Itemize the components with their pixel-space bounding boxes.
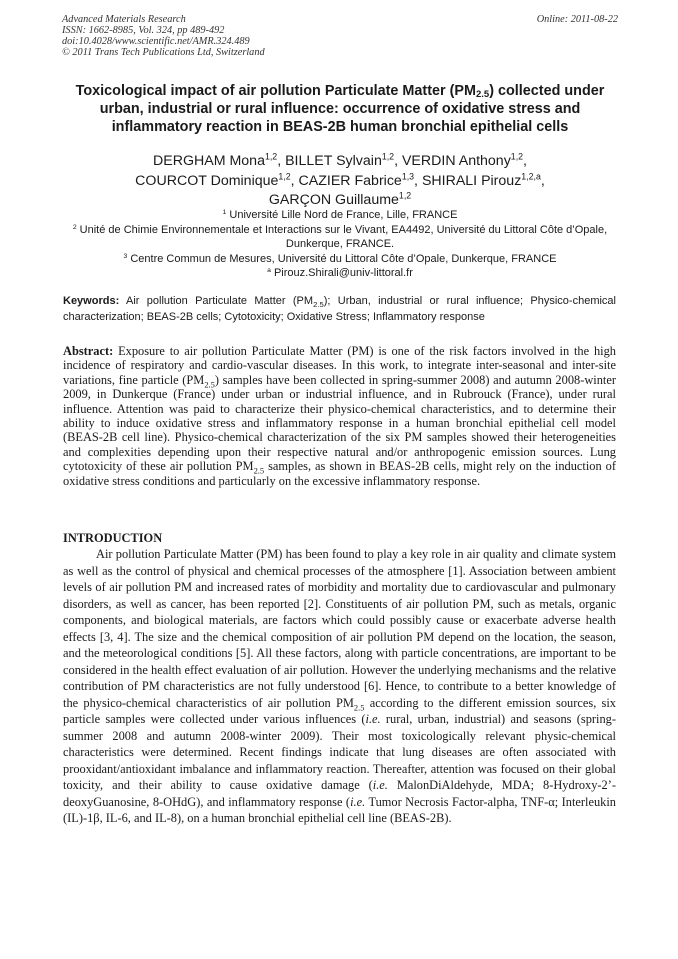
abstract-part-1: Exposure to air pollution Particulate Matter (PM) is one of the risk factors involved in the high incidence of respiratory and cardio-vascular diseases. In this work, to integrate inter-seasonal and inter-site variations, fine particle (PM <box>63 344 616 387</box>
affiliation-mark: 2 <box>72 223 77 231</box>
journal-header <box>62 14 618 58</box>
intro-part-1: Air pollution Particulate Matter (PM) has been found to play a key role in air quality and climate system as well as the control of physical and chemical processes of the atmosphere [1]. Association between ambient levels of air pollution PM and increased rates of morbidity and mortality due to cardiovascular and pulmonary disorders, as well as cancer, has been reported [2]. Constituents of air pollution PM, such as metals, organic components, and biological materials, are factors which could possibly cause or exacerbate adverse health effects [3, 4]. The size and the chemical composition of air pollution PM depend on the location, the season, and the meteorological conditions [5]. All these factors, along with particle concentrations, are important to be considered in the health effect evaluation of air pollution. However the underlying mechanisms and the relative contribution of PM characteristics are not fully understood [6]. Hence, to contribute to a better knowledge of the physico-chemical characteristics of air pollution PM <box>63 547 616 710</box>
journal-name: Advanced Materials Research <box>62 14 186 25</box>
author-name: COURCOT Dominique <box>135 172 279 189</box>
author-name: DERGHAM Mona <box>153 153 265 169</box>
affiliation-mark: 3 <box>123 252 128 260</box>
title-part-1: Toxicological impact of air pollution Particulate Matter (PM <box>75 83 476 99</box>
journal-doi: doi:10.4028/www.scientific.net/AMR.324.489 <box>62 36 250 47</box>
affiliation-list <box>60 208 620 281</box>
intro-part-2: according to the different emission sources, six particle samples were collected under various influences ( <box>63 695 617 726</box>
author-separator: , <box>523 153 527 169</box>
keywords-part-1: Air pollution Particulate Matter (PM <box>119 295 314 307</box>
author-affiliation-mark: 1,2,a <box>521 171 541 182</box>
author-affiliation-mark: 1,2 <box>510 151 524 162</box>
intro-part-5: Tumor Necrosis Factor-alpha, TNF-α; Interleukin (IL)-1β, IL-6, and IL-8), on a human bronchial epithelial cell line (BEAS-2B). <box>63 794 616 825</box>
intro-ie-3: i.e. <box>350 794 366 809</box>
author-name: GARÇON Guillaume <box>268 192 399 208</box>
abstract-part-2: ) samples have been collected in spring-summer 2008) and autumn 2008-winter 2009, in Dunkerque (France) under urban or industrial influence, and in Rubrouck (France), under rural influence. Attention was paid to characterize their physico-chemical characteristics, and to determine their ability to induce oxidative stress and inflammatory response in a human bronchial epithelial cell model (BEAS-2B cell line). Physico-chemical characterization of the six PM samples showed their heterogeneities and complexities depending upon their respective natural and/or anthropogenic emission sources. Lung cytotoxicity of these air pollution PM <box>63 372 616 474</box>
affiliation-line <box>60 223 620 252</box>
intro-subscript: 2.5 <box>353 701 365 712</box>
keywords <box>63 294 616 325</box>
paper-title <box>60 82 620 136</box>
online-date: Online: 2011-08-22 <box>536 14 618 25</box>
abstract-subscript-1: 2.5 <box>204 379 215 390</box>
affiliation-mark: a <box>267 266 271 274</box>
author-affiliation-mark: 1,2 <box>278 171 291 182</box>
introduction-heading: INTRODUCTION <box>63 531 163 545</box>
title-subscript: 2.5 <box>475 89 490 101</box>
affiliation-line <box>60 208 620 223</box>
author-separator: , <box>290 172 299 189</box>
affiliation-text: Pirouz.Shirali@univ-littoral.fr <box>270 267 413 279</box>
intro-part-4: MalonDiAldehyde, MDA; 8-Hydroxy-2’-deoxyGuanosine, 8-OHdG), and inflammatory response ( <box>63 778 616 809</box>
introduction-paragraph <box>63 546 616 827</box>
author-name: BILLET Sylvain <box>285 153 382 169</box>
author-name: SHIRALI Pirouz <box>421 172 522 189</box>
author-separator: , <box>414 172 422 189</box>
affiliation-line <box>60 266 620 281</box>
intro-ie-2: i.e. <box>372 778 388 792</box>
author-affiliation-mark: 1,3 <box>401 171 415 182</box>
author-affiliation-mark: 1,2 <box>398 190 412 201</box>
keywords-part-2: ); Urban, industrial or rural influence; Physico-chemical characterization; BEAS-2B cells; Cytotoxicity; Oxidative Stress; Inflammatory response <box>63 295 616 323</box>
author-name: CAZIER Fabrice <box>298 172 402 189</box>
journal-issn: ISSN: 1662-8985, Vol. 324, pp 489-492 <box>62 25 225 36</box>
intro-ie-1: i.e. <box>365 712 381 726</box>
author-separator: , <box>540 172 545 189</box>
title-part-2: ) collected under urban, industrial or rural influence: occurrence of oxidative stress and inflammatory reaction in BEAS-2B human bronchial epithelial cells <box>99 83 605 135</box>
author-name: VERDIN Anthony <box>401 153 511 169</box>
abstract-label: Abstract: <box>63 344 114 358</box>
abstract <box>63 344 616 488</box>
author-separator: , <box>394 153 402 169</box>
keywords-subscript: 2.5 <box>313 300 324 310</box>
affiliation-text: Centre Commun de Mesures, Université du Littoral Côte d’Opale, Dunkerque, FRANCE <box>127 252 557 265</box>
affiliation-text: Université Lille Nord de France, Lille, FRANCE <box>226 209 458 221</box>
author-separator: , <box>277 153 286 169</box>
journal-copyright: © 2011 Trans Tech Publications Ltd, Switzerland <box>62 47 265 58</box>
abstract-subscript-2: 2.5 <box>253 465 265 476</box>
keywords-label: Keywords: <box>63 295 120 307</box>
author-list <box>60 152 620 211</box>
author-affiliation-mark: 1,2 <box>381 151 395 162</box>
affiliation-text: Unité de Chimie Environnementale et Interactions sur le Vivant, EA4492, Université du Littoral Côte d’Opale, Dunkerque, FRANCE. <box>76 223 608 250</box>
author-affiliation-mark: 1,2 <box>264 151 278 162</box>
intro-part-3: rural, urban, industrial) and seasons (spring-summer 2008 and autumn 2008-winter 2009). Their most toxicologically relevant physic-chemical characteristics were determined. Recent findings indicate that lung diseases are often associated with prooxidant/antioxidant imbalance and inflammatory reaction. Thereafter, attention was focused on their global toxicity, and their ability to cause oxidative damage ( <box>63 712 616 792</box>
affiliation-line <box>60 252 620 267</box>
affiliation-mark: 1 <box>222 208 227 216</box>
abstract-part-3: samples, as shown in BEAS-2B cells, might rely on the induction of oxidative stress conditions and particularly on the excessive inflammatory response. <box>63 459 616 488</box>
